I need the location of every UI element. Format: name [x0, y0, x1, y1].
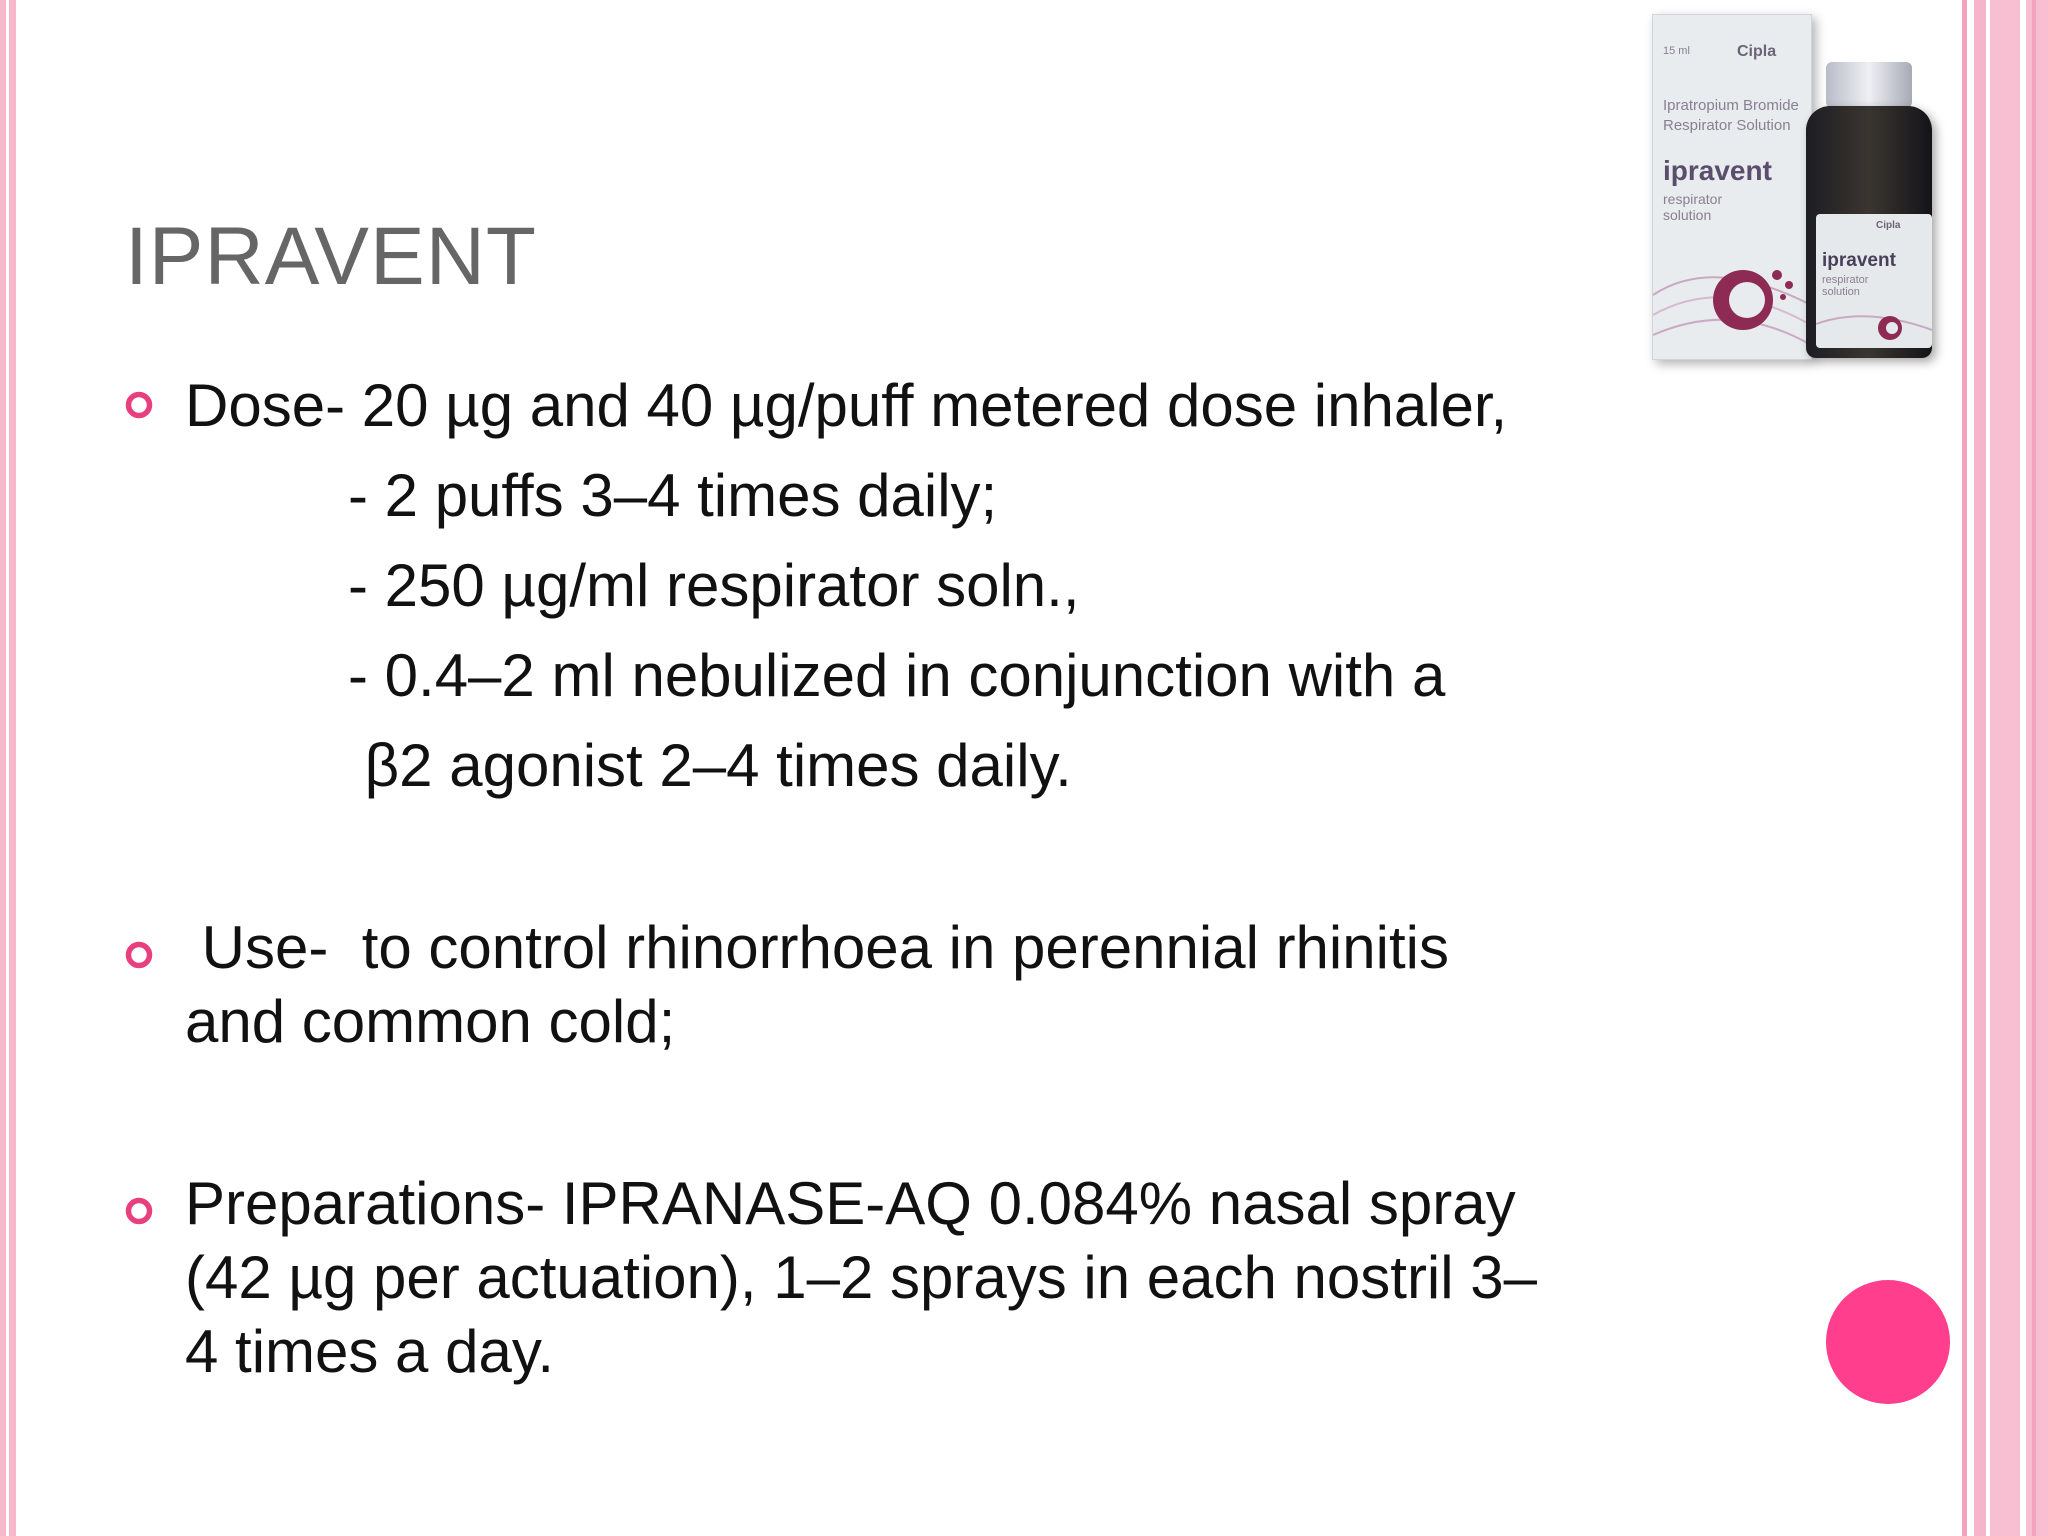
box-subtitle: solution [1663, 207, 1712, 223]
bullet-ring-icon [124, 940, 154, 970]
bottle-swirl-graphic [1816, 302, 1932, 348]
decorative-pink-circle [1826, 1280, 1950, 1404]
bullet-ring-icon [124, 1196, 154, 1226]
box-generic-name: Ipratropium Bromide [1663, 97, 1799, 114]
bottle-body [1806, 106, 1932, 358]
right-border [1960, 0, 2048, 1536]
bottle-brand: Cipla [1876, 220, 1901, 231]
bullet-preparations-line: Preparations- IPRANASE-AQ 0.084% nasal spray [185, 1170, 1516, 1237]
bullet-preparations-line: 4 times a day. [185, 1318, 555, 1385]
box-swirl-graphic [1653, 245, 1811, 359]
bottle-subtitle: solution [1822, 286, 1860, 298]
box-volume: 15 ml [1663, 45, 1690, 57]
dose-sub-line: - 250 µg/ml respirator soln., [348, 552, 1080, 619]
border-stripe [2032, 0, 2036, 1536]
left-border [0, 0, 16, 1536]
dose-sub-line: β2 agonist 2–4 times daily. [348, 732, 1072, 799]
box-subtitle: respirator [1663, 191, 1723, 207]
bottle-label [1816, 214, 1932, 348]
bullet-preparations-line: (42 µg per actuation), 1–2 sprays in each nostril 3– [185, 1244, 1537, 1311]
dose-sub-line: - 2 puffs 3–4 times daily; [348, 462, 998, 529]
dose-sub-line: - 0.4–2 ml nebulized in conjunction with a [348, 642, 1446, 709]
bullet-dose-line: Dose- 20 µg and 40 µg/puff metered dose inhaler, [185, 372, 1508, 439]
bottle-cap [1826, 62, 1912, 108]
product-box [1652, 14, 1812, 360]
slide-title: IPRAVENT [125, 211, 537, 302]
box-product-name: ipravent [1663, 155, 1772, 186]
bullet-ring-icon [124, 390, 154, 420]
bottle-subtitle: respirator [1822, 274, 1869, 286]
bullet-use-line: and common cold; [185, 988, 676, 1055]
bullet-use-line: Use- to control rhinorrhoea in perennial rhinitis [185, 914, 1449, 981]
box-brand-logo: Cipla [1737, 43, 1777, 60]
product-photo [1646, 6, 1946, 370]
product-bottle [1800, 62, 1938, 362]
border-stripe [2020, 0, 2026, 1536]
box-generic-name: Respirator Solution [1663, 117, 1791, 134]
bottle-product-name: ipravent [1822, 250, 1896, 271]
